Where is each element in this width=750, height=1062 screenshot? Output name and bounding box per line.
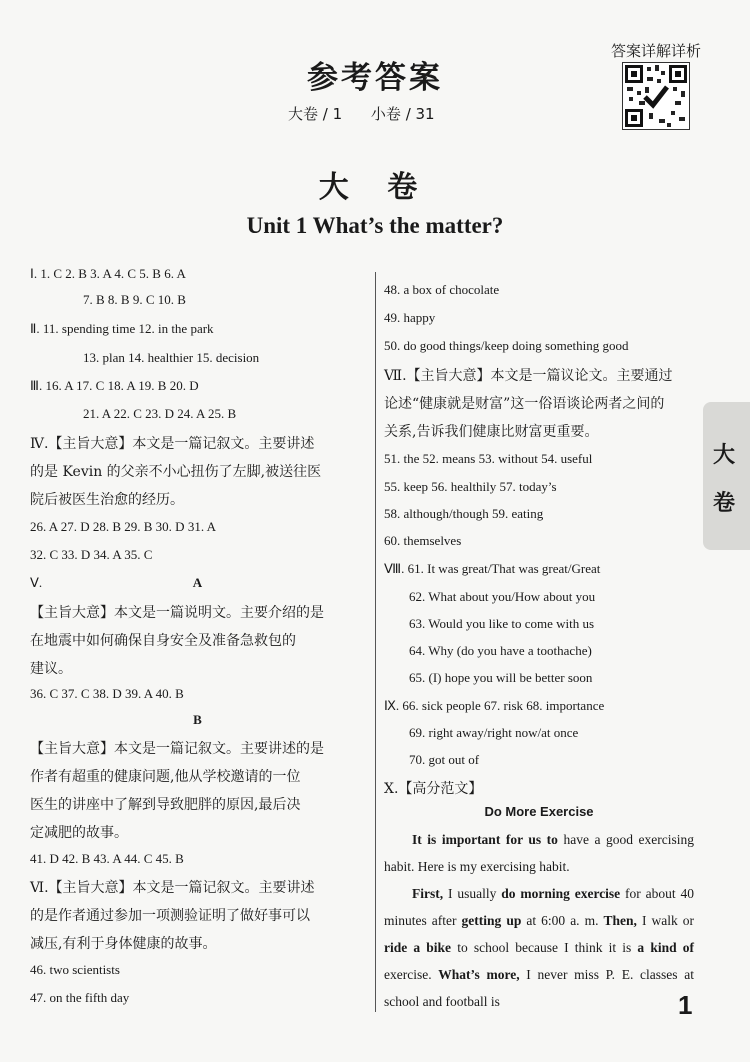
qr-label: 答案详解详析 xyxy=(611,42,702,60)
summary-line: Ⅶ.【主旨大意】本文是一篇议论文。主要通过 xyxy=(384,368,673,384)
essay-phrase: Then, xyxy=(603,913,637,928)
volume-index xyxy=(288,103,459,124)
column-divider xyxy=(375,272,376,1012)
summary-line: 院后被医生治愈的经历。 xyxy=(30,492,184,508)
answer-line: 21. A 22. C 23. D 24. A 25. B xyxy=(83,406,237,421)
answer-line: 62. What about you/How about you xyxy=(409,589,596,604)
summary-line: 的是作者通过参加一项测验证明了做好事可以 xyxy=(30,908,310,924)
volume-small: 小卷 / 31 xyxy=(370,105,435,123)
unit-title: Unit 1 What’s the matter? xyxy=(246,213,504,238)
passage-label: B xyxy=(193,712,202,727)
answer-line: 58. although/though 59. eating xyxy=(384,506,544,521)
answer-line: 36. C 37. C 38. D 39. A 40. B xyxy=(30,686,184,701)
answer-line: 50. do good things/keep doing something good xyxy=(384,338,629,353)
summary-line: 的是 Kevin 的父亲不小心扭伤了左脚,被送往医 xyxy=(30,464,322,480)
section-label: Ⅴ. xyxy=(30,575,43,590)
section-title: 大 卷 xyxy=(318,170,432,205)
essay-phrase: have a good exercising habit. Here is my exercising habit. xyxy=(384,832,694,874)
summary-line: 关系,告诉我们健康比财富更重要。 xyxy=(384,424,599,440)
summary-line: 减压,有利于身体健康的故事。 xyxy=(30,936,217,952)
side-tab-char: 卷 xyxy=(713,491,736,516)
essay-paragraph-2 xyxy=(384,880,694,1015)
answer-line: 64. Why (do you have a toothache) xyxy=(409,643,592,658)
summary-line: 定减肥的故事。 xyxy=(30,825,128,841)
answer-line: Ⅸ. 66. sick people 67. risk 68. importance xyxy=(384,698,605,713)
side-tab xyxy=(703,402,750,550)
summary-line: 论述“健康就是财富”这一俗语谈论两者之间的 xyxy=(384,396,665,412)
essay-phrase: I usually xyxy=(443,886,502,901)
essay-paragraph-1 xyxy=(384,826,694,880)
essay-phrase: to school because I think it is xyxy=(451,940,638,955)
answer-line: 60. themselves xyxy=(384,533,462,548)
answer-line: 26. A 27. D 28. B 29. B 30. D 31. A xyxy=(30,519,216,534)
essay-phrase: What’s more, xyxy=(438,967,520,982)
essay-phrase: at 6:00 a. m. xyxy=(521,913,604,928)
summary-line: 作者有超重的健康问题,他从学校邀请的一位 xyxy=(30,769,301,785)
essay-phrase: a kind of xyxy=(637,940,694,955)
essay-phrase: I never miss P. E. classes at school and football is xyxy=(384,967,694,1009)
essay-phrase: for about 40 minutes after xyxy=(384,886,695,928)
section-label: Ⅹ.【高分范文】 xyxy=(384,781,483,797)
essay-phrase: ride a bike xyxy=(384,940,452,955)
answer-line: 47. on the fifth day xyxy=(30,990,130,1005)
page-number: 1 xyxy=(678,990,693,1020)
volume-big: 大卷 / 1 xyxy=(288,105,343,123)
essay-phrase: getting up xyxy=(461,913,522,928)
summary-line: Ⅳ.【主旨大意】本文是一篇记叙文。主要讲述 xyxy=(30,436,315,452)
answer-line: 48. a box of chocolate xyxy=(384,282,500,297)
summary-line: 【主旨大意】本文是一篇说明文。主要介绍的是 xyxy=(30,605,324,621)
answer-line: 63. Would you like to come with us xyxy=(409,616,595,631)
answer-line: 65. (I) hope you will be better soon xyxy=(409,670,593,685)
answer-line: 69. right away/right now/at once xyxy=(409,725,579,740)
essay-phrase: It is important for us to xyxy=(412,832,558,847)
answer-line: 46. two scientists xyxy=(30,962,120,977)
answer-line: Ⅰ. 1. C 2. B 3. A 4. C 5. B 6. A xyxy=(30,266,186,281)
answer-line: 55. keep 56. healthily 57. today’s xyxy=(384,479,557,494)
summary-line: Ⅵ.【主旨大意】本文是一篇记叙文。主要讲述 xyxy=(30,880,315,896)
page-title: 参考答案 xyxy=(307,60,443,96)
answer-line: Ⅲ. 16. A 17. C 18. A 19. B 20. D xyxy=(30,378,199,393)
answer-line: 32. C 33. D 34. A 35. C xyxy=(30,547,153,562)
summary-line: 【主旨大意】本文是一篇记叙文。主要讲述的是 xyxy=(30,741,324,757)
essay-phrase: I walk or xyxy=(636,913,694,928)
answer-line: 49. happy xyxy=(384,310,436,325)
answer-line: 70. got out of xyxy=(409,752,480,767)
summary-line: 医生的讲座中了解到导致肥胖的原因,最后决 xyxy=(30,797,301,813)
answer-line: 7. B 8. B 9. C 10. B xyxy=(83,292,186,307)
essay-phrase: do morning exercise xyxy=(501,886,621,901)
answer-line: 51. the 52. means 53. without 54. useful xyxy=(384,451,593,466)
answer-line: Ⅷ. 61. It was great/That was great/Great xyxy=(384,561,601,576)
passage-label: A xyxy=(192,575,203,590)
essay-phrase: exercise. xyxy=(384,967,439,982)
qr-code-icon[interactable] xyxy=(622,62,690,130)
answer-line: 41. D 42. B 43. A 44. C 45. B xyxy=(30,851,184,866)
essay-phrase: First, xyxy=(412,886,444,901)
summary-line: 建议。 xyxy=(30,661,72,677)
summary-line: 在地震中如何确保自身安全及准备急救包的 xyxy=(30,633,296,649)
answer-line: Ⅱ. 11. spending time 12. in the park xyxy=(30,321,214,336)
side-tab-char: 大 xyxy=(713,443,736,468)
answer-line: 13. plan 14. healthier 15. decision xyxy=(83,350,260,365)
essay-title: Do More Exercise xyxy=(484,804,594,819)
